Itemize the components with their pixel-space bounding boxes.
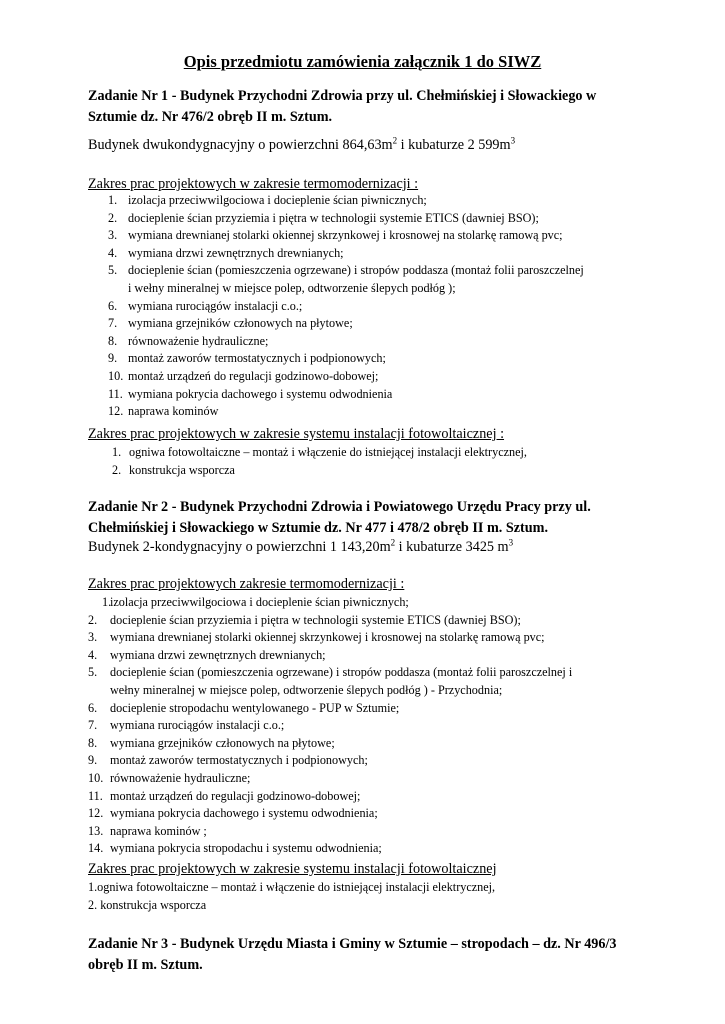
list-item: 1.ogniwa fotowoltaiczne – montaż i włączenie do istniejącej instalacji elektrycznej, bbox=[88, 880, 496, 894]
list-item-number: 8. bbox=[88, 735, 98, 750]
task1-heading-line1: Zadanie Nr 1 - Budynek Przychodni Zdrowia przy ul. Chełmińskiej i Słowackiego w bbox=[88, 88, 597, 104]
list-item-text: równoważenie hydrauliczne; bbox=[110, 770, 251, 785]
document-title: Opis przedmiotu zamówienia załącznik 1 do SIWZ bbox=[183, 52, 542, 71]
list-item bbox=[88, 805, 572, 823]
list-item-text: docieplenie ścian przyziemia i piętra w technologii systemie ETICS (dawniej BSO); bbox=[110, 612, 521, 627]
list-item-number: 10. bbox=[88, 770, 104, 785]
list-item-number: 11. bbox=[108, 386, 123, 401]
task1-scope1-list bbox=[108, 192, 584, 421]
list-item-number: 4. bbox=[88, 647, 98, 662]
task1-heading bbox=[88, 86, 648, 128]
task2-desc-sup1: 2 bbox=[390, 537, 396, 548]
list-item bbox=[88, 717, 572, 735]
list-item-text: wymiana drzwi zewnętrznych drewnianych; bbox=[128, 245, 344, 260]
list-item-number: 5. bbox=[88, 665, 98, 680]
task3-heading-line2: obręb II m. Sztum. bbox=[88, 957, 203, 973]
list-item-text: montaż zaworów termostatycznych i podpionowych; bbox=[128, 351, 386, 366]
list-item bbox=[88, 594, 572, 612]
list-item bbox=[108, 262, 584, 297]
task2-desc-b: i kubaturze 3425 m bbox=[395, 539, 509, 555]
list-item-text: ogniwa fotowoltaiczne – montaż i włączenie do istniejącej instalacji elektrycznej, bbox=[129, 445, 527, 459]
list-item-text: wymiana rurociągów instalacji c.o.; bbox=[128, 298, 303, 313]
task2-scope2-title: Zakres prac projektowych w zakresie systemu instalacji fotowoltaicznej bbox=[88, 861, 497, 877]
list-item-text: docieplenie ścian przyziemia i piętra w technologii systemie ETICS (dawniej BSO); bbox=[128, 210, 539, 225]
list-item-text: izolacja przeciwwilgociowa i docieplenie ścian piwnicznych; bbox=[128, 193, 427, 207]
list-item bbox=[108, 298, 584, 316]
list-item-text: docieplenie stropodachu wentylowanego - PUP w Sztumie; bbox=[110, 700, 400, 715]
list-item-number: 7. bbox=[88, 718, 98, 733]
list-item bbox=[88, 823, 572, 841]
list-item-text: wymiana pokrycia dachowego i systemu odwodnienia; bbox=[110, 806, 378, 821]
list-item bbox=[108, 333, 584, 351]
list-item-text: izolacja przeciwwilgociowa i docieplenie ścian piwnicznych; bbox=[110, 595, 409, 609]
list-item bbox=[88, 735, 572, 753]
task2-heading-line2: Chełmińskiej i Słowackiego w Sztumie dz. Nr 477 i 478/2 obręb II m. Sztum. bbox=[88, 520, 549, 536]
list-item-number: 3. bbox=[88, 630, 98, 645]
list-item-number: 2. bbox=[112, 462, 122, 477]
list-item-text: naprawa kominów ; bbox=[110, 823, 207, 838]
task1-heading-line2: Sztumie dz. Nr 476/2 obręb II m. Sztum. bbox=[88, 109, 333, 125]
list-item-number: 5. bbox=[108, 263, 118, 278]
task1-description bbox=[88, 137, 515, 154]
list-item-number: 2. bbox=[108, 210, 118, 225]
list-item bbox=[108, 210, 584, 228]
list-item-text: wymiana drewnianej stolarki okiennej skrzynkowej i krosnowej na stolarkę ramową pvc; bbox=[110, 630, 545, 645]
task1-desc-b: i kubaturze 2 599m bbox=[397, 137, 511, 153]
list-item-text: montaż urządzeń do regulacji godzinowo-dobowej; bbox=[128, 368, 379, 383]
task1-desc-a: Budynek dwukondygnacyjny o powierzchni 864,63m bbox=[88, 137, 393, 153]
list-item-number: 14. bbox=[88, 841, 104, 856]
task3-heading-line1: Zadanie Nr 3 - Budynek Urzędu Miasta i Gminy w Sztumie – stropodach – dz. Nr 496/3 bbox=[88, 936, 617, 952]
list-item-number: 7. bbox=[108, 316, 118, 331]
list-item-text: montaż zaworów termostatycznych i podpionowych; bbox=[110, 753, 368, 768]
task2-heading bbox=[88, 497, 648, 539]
list-item bbox=[88, 629, 572, 647]
list-item bbox=[108, 227, 584, 245]
list-item-text: konstrukcja wsporcza bbox=[129, 462, 235, 477]
list-item-text: równoważenie hydrauliczne; bbox=[128, 333, 269, 348]
list-item-text: docieplenie ścian (pomieszczenia ogrzewane) i stropów poddasza (montaż folii paroszczelnej bbox=[128, 263, 584, 278]
list-item-number: 10. bbox=[108, 368, 124, 383]
list-item: 2. konstrukcja wsporcza bbox=[88, 897, 207, 912]
list-item-number: 12. bbox=[108, 404, 124, 419]
list-item bbox=[88, 700, 572, 718]
list-item-text: wymiana drewnianej stolarki okiennej skrzynkowej i krosnowej na stolarkę ramową pvc; bbox=[128, 228, 563, 243]
list-item bbox=[108, 350, 584, 368]
task2-scope1-title: Zakres prac projektowych zakresie termomodernizacji : bbox=[88, 576, 405, 592]
list-item-number: 13. bbox=[88, 823, 104, 838]
list-item-text: montaż urządzeń do regulacji godzinowo-dobowej; bbox=[110, 788, 361, 803]
task2-desc-sup2: 3 bbox=[508, 537, 514, 548]
list-item-number: 11. bbox=[88, 788, 103, 803]
list-item-text: wymiana rurociągów instalacji c.o.; bbox=[110, 718, 285, 733]
list-item-number: 4. bbox=[108, 245, 118, 260]
task2-desc-a: Budynek 2-kondygnacyjny o powierzchni 1 143,20m bbox=[88, 539, 391, 555]
list-item-text: docieplenie ścian (pomieszczenia ogrzewane) i stropów poddasza (montaż folii paroszczelnej i bbox=[110, 665, 573, 680]
task2-description bbox=[88, 539, 513, 556]
list-item-number: 1. bbox=[108, 193, 118, 207]
list-item bbox=[88, 664, 572, 699]
task1-scope2-list bbox=[112, 444, 527, 479]
list-item-number: 9. bbox=[88, 753, 98, 768]
list-item bbox=[108, 368, 584, 386]
list-item bbox=[88, 770, 572, 788]
list-item bbox=[112, 444, 527, 462]
task1-scope2-title: Zakres prac projektowych w zakresie systemu instalacji fotowoltaicznej : bbox=[88, 426, 505, 442]
list-item-number: 2. bbox=[88, 612, 98, 627]
list-item-number: 3. bbox=[108, 228, 118, 243]
list-item-number: 6. bbox=[108, 298, 118, 313]
list-item-number: 6. bbox=[88, 700, 98, 715]
list-item-number: 1. bbox=[112, 445, 122, 459]
list-item bbox=[88, 647, 572, 665]
task1-desc-sup2: 3 bbox=[510, 135, 516, 146]
list-item-text: wymiana grzejników członowych na płytowe; bbox=[128, 316, 353, 331]
list-item bbox=[88, 840, 572, 858]
task2-scope2-list bbox=[88, 879, 495, 914]
task1-scope1-title: Zakres prac projektowych w zakresie termomodernizacji : bbox=[88, 176, 419, 192]
list-item bbox=[108, 245, 584, 263]
task2-heading-line1: Zadanie Nr 2 - Budynek Przychodni Zdrowia i Powiatowego Urzędu Pracy przy ul. bbox=[88, 499, 591, 515]
list-item-text-continued: i wełny mineralnej w miejsce polep, odtworzenie ślepych podłóg ); bbox=[128, 280, 456, 295]
list-item-text: wymiana grzejników członowych na płytowe; bbox=[110, 735, 335, 750]
list-item bbox=[108, 403, 584, 421]
list-item-text-continued: wełny mineralnej w miejsce polep, odtworzenie ślepych podłóg ) - Przychodnia; bbox=[110, 682, 503, 697]
list-item bbox=[112, 462, 527, 480]
list-item-number: 12. bbox=[88, 806, 104, 821]
task3-heading bbox=[88, 934, 648, 976]
list-item bbox=[88, 788, 572, 806]
list-item-text: wymiana drzwi zewnętrznych drewnianych; bbox=[110, 647, 326, 662]
list-item-text: wymiana pokrycia dachowego i systemu odwodnienia bbox=[128, 386, 393, 401]
task2-scope1-list bbox=[88, 594, 572, 858]
list-item-text: wymiana pokrycia stropodachu i systemu odwodnienia; bbox=[110, 841, 382, 856]
list-item-number: 9. bbox=[108, 351, 118, 366]
list-item-number: 1. bbox=[102, 595, 112, 609]
list-item bbox=[88, 752, 572, 770]
task1-desc-sup1: 2 bbox=[392, 135, 398, 146]
list-item-text: naprawa kominów bbox=[128, 404, 219, 419]
list-item bbox=[108, 315, 584, 333]
list-item bbox=[88, 612, 572, 630]
list-item bbox=[108, 192, 584, 210]
list-item bbox=[108, 386, 584, 404]
list-item-number: 8. bbox=[108, 333, 118, 348]
